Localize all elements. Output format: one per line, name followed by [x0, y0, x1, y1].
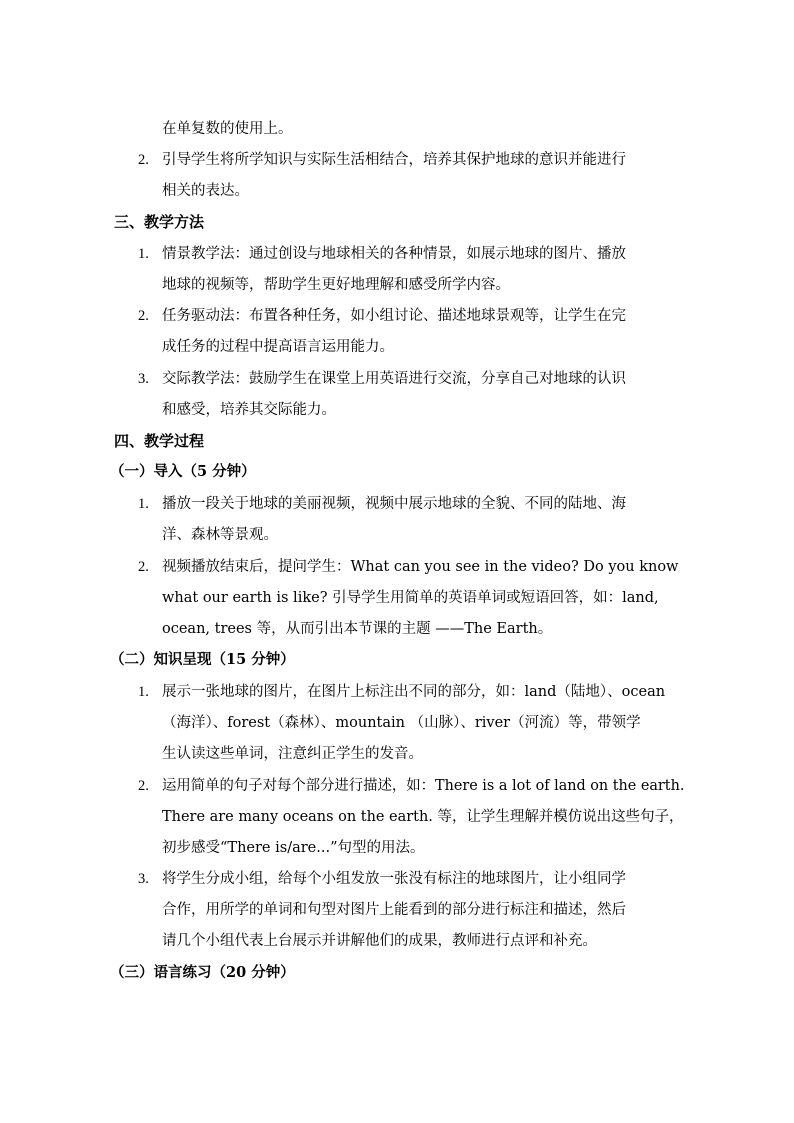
text-line: ocean, trees 等，从而引出本节课的主题 ——The Earth。	[162, 621, 553, 637]
list-number: 1.	[138, 684, 149, 700]
subsection-heading: （三）语言练习（20 分钟）	[110, 964, 295, 981]
subsection-heading: （一）导入（5 分钟）	[110, 463, 256, 480]
text-line: 引导学生将所学知识与实际生活相结合，培养其保护地球的意识并能进行	[162, 152, 626, 168]
text-line: 在单复数的使用上。	[162, 121, 293, 137]
text-line: 初步感受“There is/are...”句型的用法。	[162, 840, 425, 856]
list-number: 2.	[138, 778, 149, 794]
text-line: 洋、森林等景观。	[162, 527, 278, 543]
text-line: 交际教学法：鼓励学生在课堂上用英语进行交流，分享自己对地球的认识	[162, 371, 626, 387]
list-number: 3.	[138, 371, 149, 387]
list-number: 2.	[138, 152, 149, 168]
text-line: 相关的表达。	[162, 183, 249, 199]
text-line: 展示一张地球的图片，在图片上标注出不同的部分，如：land（陆地）、ocean	[162, 684, 666, 700]
text-line: （海洋）、forest（森林）、mountain （山脉）、river（河流）等，带领学	[162, 715, 641, 731]
text-line: 生认读这些单词，注意纠正学生的发音。	[162, 746, 423, 762]
text-line: what our earth is like? 引导学生用简单的英语单词或短语回答，如：land,	[162, 590, 659, 606]
text-line: 地球的视频等，帮助学生更好地理解和感受所学内容。	[162, 277, 510, 293]
section-heading: 四、教学过程	[114, 432, 205, 450]
list-number: 2.	[138, 308, 149, 324]
text-line: 合作，用所学的单词和句型对图片上能看到的部分进行标注和描述，然后	[162, 902, 626, 918]
text-line: 运用简单的句子对每个部分进行描述，如：There is a lot of land on the earth.	[162, 778, 685, 794]
list-number: 3.	[138, 871, 149, 887]
list-number: 1.	[138, 496, 149, 512]
text-line: 视频播放结束后，提问学生：What can you see in the video? Do you know	[162, 559, 679, 575]
list-number: 1.	[138, 246, 149, 262]
text-line: 播放一段关于地球的美丽视频，视频中展示地球的全貌、不同的陆地、海	[162, 496, 626, 512]
text-line: 情景教学法：通过创设与地球相关的各种情景，如展示地球的图片、播放	[162, 246, 626, 262]
text-line: 和感受，培养其交际能力。	[162, 402, 336, 418]
subsection-heading: （二）知识呈现（15 分钟）	[110, 651, 295, 668]
text-line: 将学生分成小组，给每个小组发放一张没有标注的地球图片，让小组同学	[162, 871, 626, 887]
list-number: 2.	[138, 559, 149, 575]
text-line: 任务驱动法：布置各种任务，如小组讨论、描述地球景观等，让学生在完	[162, 308, 626, 324]
text-line: 成任务的过程中提高语言运用能力。	[162, 339, 394, 355]
text-line: 请几个小组代表上台展示并讲解他们的成果，教师进行点评和补充。	[162, 933, 597, 949]
section-heading: 三、教学方法	[114, 213, 205, 231]
text-line: There are many oceans on the earth. 等，让学生理解并模仿说出这些句子，	[162, 809, 684, 825]
